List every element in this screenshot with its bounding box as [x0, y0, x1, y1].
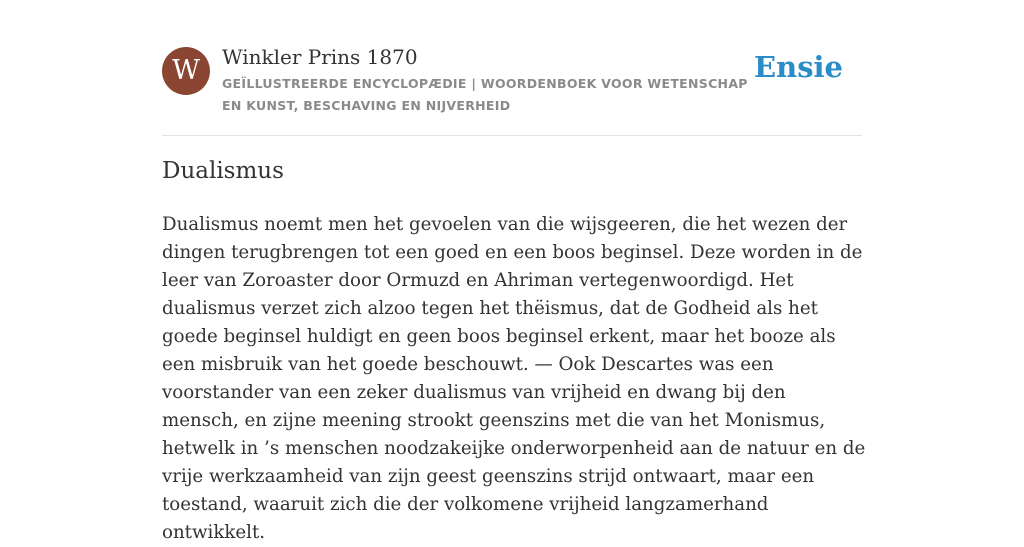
- source-subtitle: GEÏLLUSTREERDE ENCYCLOPÆDIE | WOORDENBOEK VOOR WETENSCHAP EN KUNST, BESCHAVING EN NIJVERHEID: [222, 76, 748, 113]
- avatar: W: [162, 47, 210, 95]
- article-body: Dualismus noemt men het gevoelen van die wijsgeeren, die het wezen der dingen terugbrengen tot een goed en een boos beginsel. Deze worden in de leer van Zoroaster door Ormuzd en Ahriman vertegenwoordigd. Het dualismus verzet zich alzoo tegen het thëismus, dat de Godheid als het goede beginsel huldigt en geen boos beginsel erkent, maar het booze als een misbruik van het goede beschouwt. — Ook Descartes was een voorstander van een zeker dualismus van vrijheid en dwang bij den mensch, en zijne meening strookt geenszins met die van het Monismus, hetwelk in ’s menschen noodzakeijke onderworpenheid aan de natuur en de vrije werkzaamheid van zijn geest geenszins strijd ontwaart, maar een toestand, waaruit zich die der volkomene vrijheid langzamerhand ontwikkelt.: [162, 214, 866, 543]
- source-header: [162, 0, 862, 136]
- page-content: [162, 0, 866, 543]
- ensie-logo[interactable]: Ensie: [754, 50, 843, 84]
- article-title: Dualismus: [162, 158, 284, 184]
- source-title[interactable]: Winkler Prins 1870: [222, 45, 418, 69]
